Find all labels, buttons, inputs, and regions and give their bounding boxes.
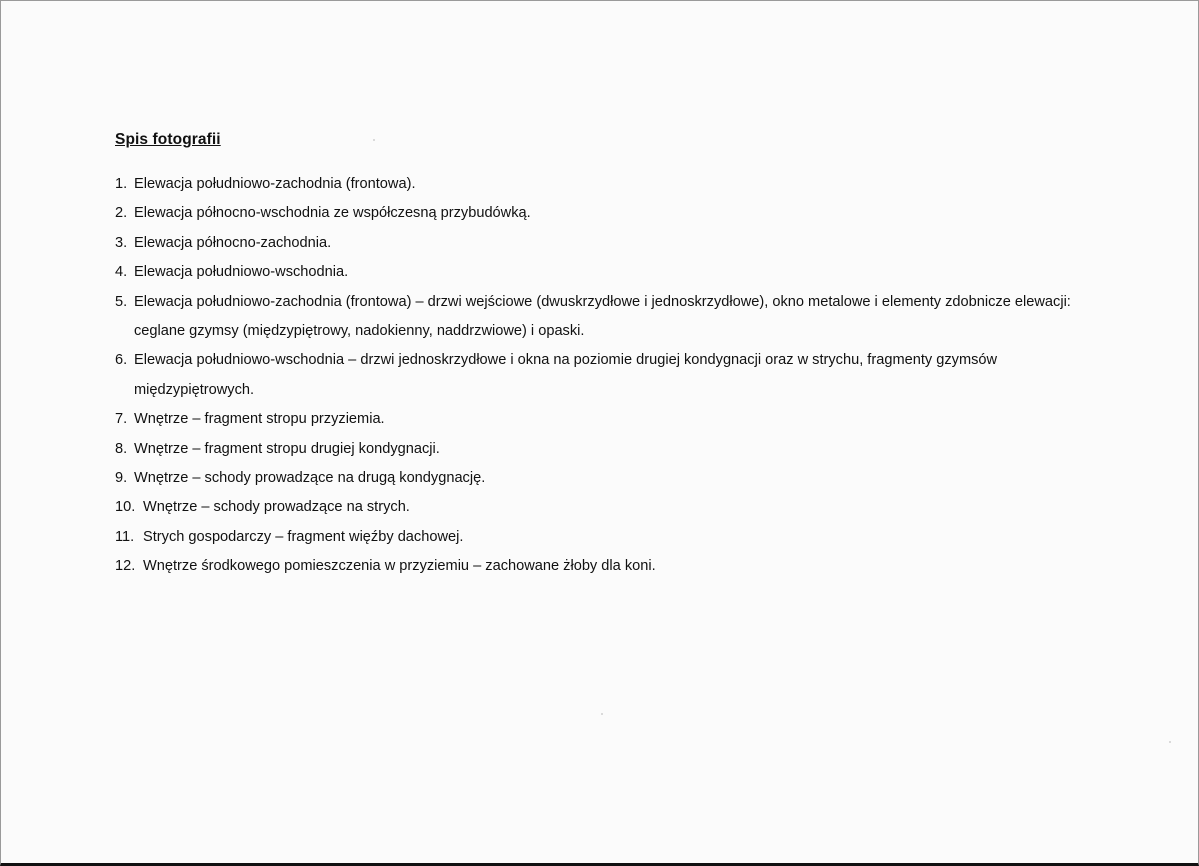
list-item-number: 7.	[115, 411, 128, 428]
list-item	[115, 493, 1115, 522]
list-item-number: 11.	[115, 528, 135, 545]
list-item	[115, 405, 1115, 434]
list-item	[115, 523, 1115, 552]
document-content	[115, 129, 1115, 582]
list-item-text: Elewacja północno-wschodnia ze współczesną przybudówką.	[134, 205, 531, 222]
document-title: Spis fotografii	[115, 131, 221, 148]
list-item-number: 5.	[115, 293, 128, 310]
list-item-number: 8.	[115, 440, 128, 457]
list-item-number: 12.	[115, 558, 136, 575]
list-item-text: Wnętrze – schody prowadzące na drugą kondygnację.	[134, 470, 486, 487]
list-item-number: 6.	[115, 352, 128, 369]
list-item-number: 3.	[115, 234, 128, 251]
list-item	[115, 199, 1115, 228]
list-item-text: Elewacja południowo-wschodnia – drzwi jednoskrzydłowe i okna na poziomie drugiej kondygnacji oraz w strychu, fragmenty gzymsów międzypiętrowych.	[134, 352, 998, 398]
list-item-number: 10.	[115, 499, 136, 516]
list-item-text: Strych gospodarczy – fragment więźby dachowej.	[143, 528, 464, 545]
list-item-text: Wnętrze – fragment stropu przyziemia.	[134, 411, 385, 428]
list-item	[115, 552, 1115, 581]
list-item-number: 4.	[115, 264, 128, 281]
list-item-number: 9.	[115, 470, 128, 487]
list-item-text: Elewacja południowo-zachodnia (frontowa) – drzwi wejściowe (dwuskrzydłowe i jednoskrzydłowe), okno metalowe i elementy zdobnicze elewacji: ceglane gzymsy (międzypiętrowy, nadokienny, naddrzwiowe) i opaski.	[134, 293, 1071, 340]
list-item-number: 1.	[115, 176, 128, 192]
list-item	[115, 288, 1115, 347]
list-item-text: Wnętrze środkowego pomieszczenia w przyziemiu – zachowane żłoby dla koni.	[143, 558, 656, 575]
photo-list	[115, 170, 1115, 582]
list-item-text: Wnętrze – schody prowadzące na strych.	[143, 499, 410, 516]
list-item-text: Elewacja południowo-zachodnia (frontowa).	[134, 176, 416, 192]
list-item	[115, 346, 1115, 405]
list-item-number: 2.	[115, 205, 128, 222]
list-item	[115, 229, 1115, 258]
list-item-text: Wnętrze – fragment stropu drugiej kondygnacji.	[134, 440, 440, 457]
list-item-text: Elewacja południowo-wschodnia.	[134, 264, 349, 281]
scan-speck	[373, 139, 375, 141]
scan-speck	[601, 713, 603, 715]
list-item-text: Elewacja północno-zachodnia.	[134, 234, 332, 251]
list-item	[115, 435, 1115, 464]
scan-speck	[1169, 741, 1171, 743]
list-item	[115, 464, 1115, 493]
list-item	[115, 170, 1115, 199]
list-item	[115, 258, 1115, 287]
